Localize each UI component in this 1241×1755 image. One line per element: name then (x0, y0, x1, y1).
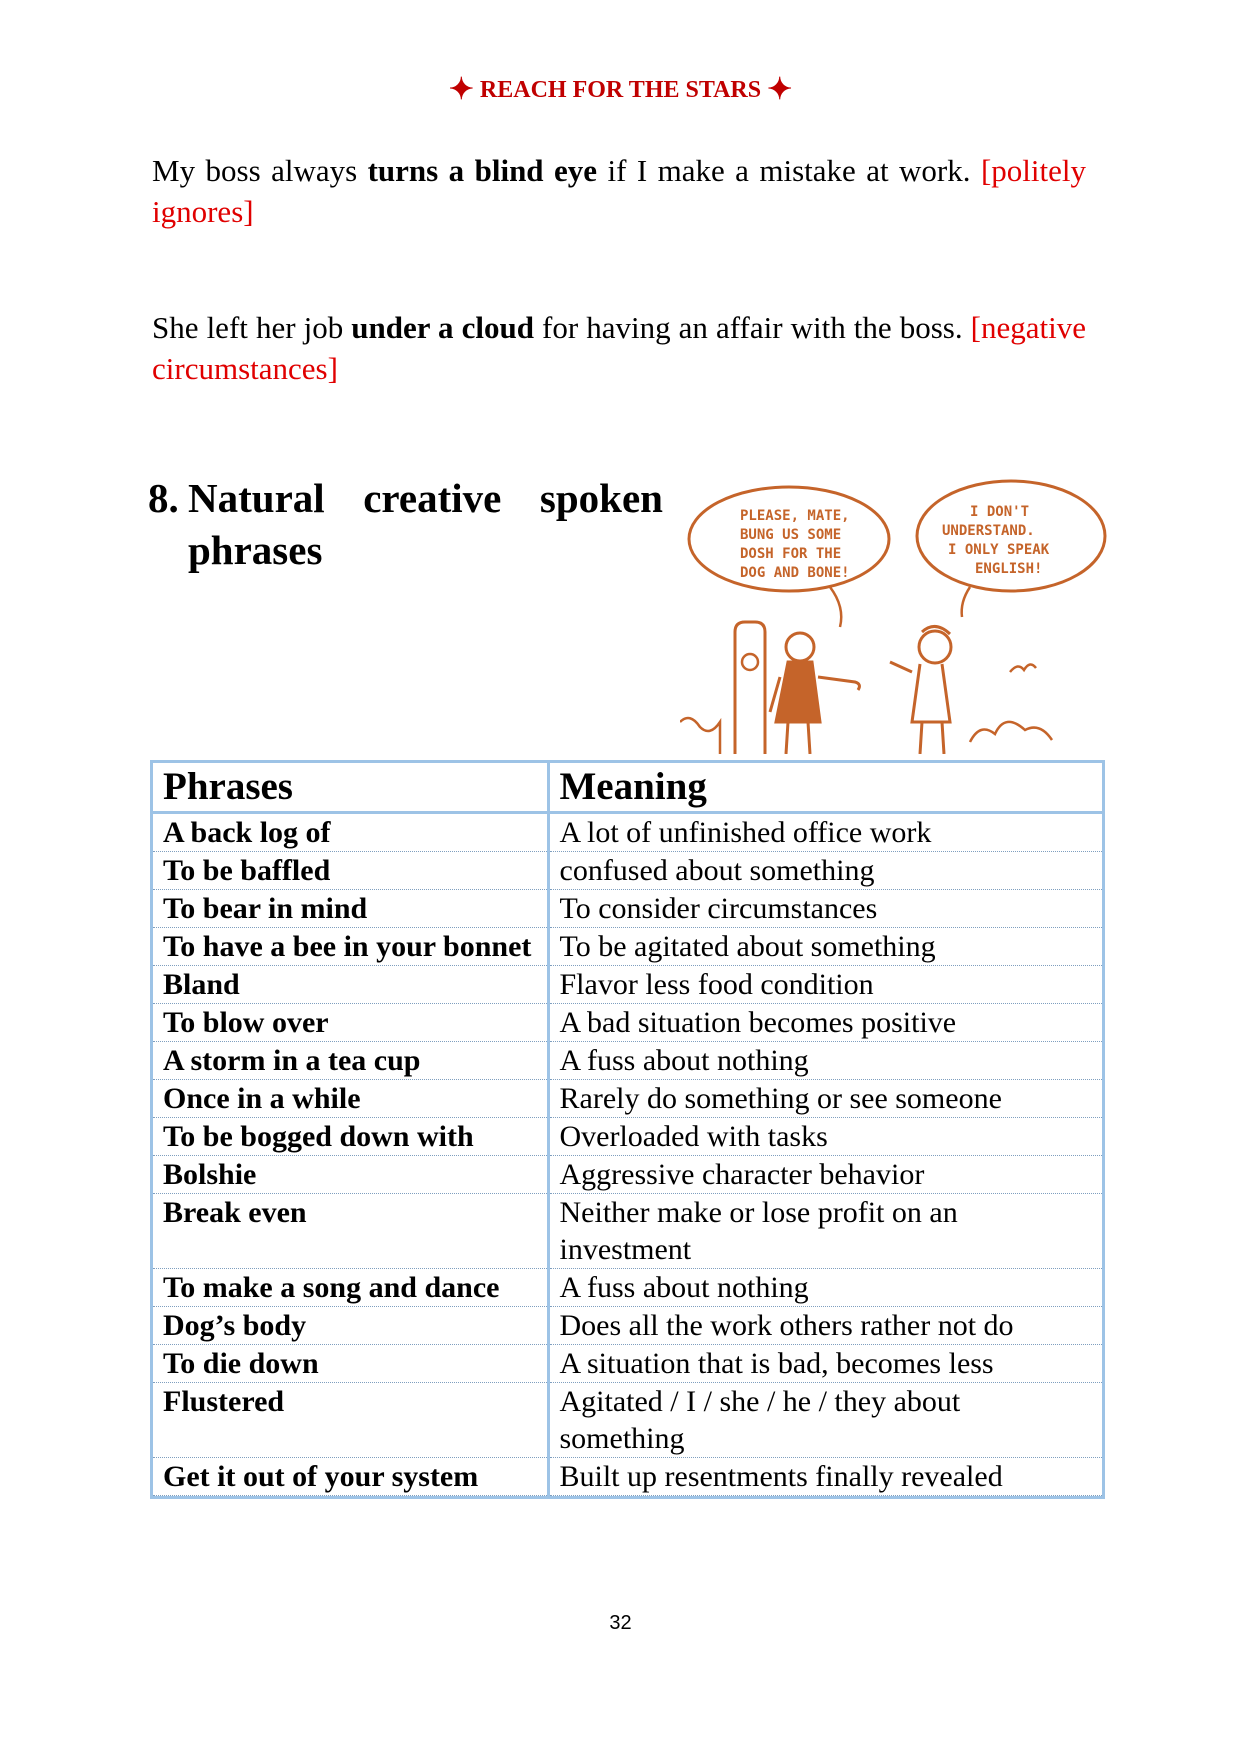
page-number: 32 (609, 1612, 632, 1634)
table-row (153, 1080, 1102, 1118)
idiom: under a cloud (351, 310, 534, 345)
table-row (153, 1004, 1102, 1042)
meaning-cell: Neither make or lose profit on an investment (548, 1194, 1102, 1269)
sentence-end: for having an affair with the boss. (533, 310, 971, 345)
phrase-cell: Once in a while (153, 1080, 548, 1118)
bubble-right-line: ENGLISH! (975, 561, 1043, 577)
cartoon-illustration (680, 472, 1112, 754)
phrase-cell: A back log of (153, 813, 548, 852)
section-title-word: phrases (188, 527, 323, 573)
table-row (153, 852, 1102, 890)
phrase-cell: To make a song and dance (153, 1269, 548, 1307)
header-title: REACH FOR THE STARS (479, 77, 762, 103)
table-row (153, 1194, 1102, 1269)
star-icon: ✦ (448, 73, 474, 106)
bubble-right-line: I DON'T (970, 504, 1030, 520)
idiom-meaning: [negative circumstances] (152, 310, 1086, 386)
meaning-cell: To be agitated about something (548, 928, 1102, 966)
table-row (153, 1458, 1102, 1496)
meaning-cell: Does all the work others rather not do (548, 1307, 1102, 1345)
phrase-cell: To be bogged down with (153, 1118, 548, 1156)
meaning-cell: A situation that is bad, becomes less (548, 1345, 1102, 1383)
phrase-cell: Get it out of your system (153, 1458, 548, 1496)
meaning-cell: Overloaded with tasks (548, 1118, 1102, 1156)
table-row (153, 928, 1102, 966)
bubble-left-line: BUNG US SOME (740, 527, 842, 543)
phrase-cell: To die down (153, 1345, 548, 1383)
idiom: turns a blind eye (367, 153, 598, 188)
idiom-meaning: [politely ignores] (152, 153, 1086, 229)
meaning-cell: A lot of unfinished office work (548, 813, 1102, 852)
meaning-cell: Aggressive character behavior (548, 1156, 1102, 1194)
phrase-cell: Break even (153, 1194, 548, 1269)
section-title-word: spoken (539, 475, 663, 521)
table-row (153, 1345, 1102, 1383)
phrase-cell: To be baffled (153, 852, 548, 890)
table-row (153, 1156, 1102, 1194)
column-header-meaning: Meaning (548, 763, 1102, 813)
bubble-left-line: DOSH FOR THE (740, 546, 842, 562)
table-header-row (153, 763, 1102, 813)
meaning-cell: Rarely do something or see someone (548, 1080, 1102, 1118)
phrase-cell: Bland (153, 966, 548, 1004)
example-paragraph (152, 307, 1086, 389)
table-row (153, 890, 1102, 928)
phrase-cell: To blow over (153, 1004, 548, 1042)
section-title-word: creative (363, 475, 502, 521)
meaning-cell: Built up resentments finally revealed (548, 1458, 1102, 1496)
table-row (153, 1383, 1102, 1458)
phrases-table (150, 760, 1105, 1499)
meaning-cell: A bad situation becomes positive (548, 1004, 1102, 1042)
example-paragraph (152, 150, 1086, 232)
phrase-cell: Flustered (153, 1383, 548, 1458)
bubble-right-line: I ONLY SPEAK (948, 542, 1050, 558)
sentence-start: My boss always (152, 153, 368, 188)
meaning-cell: Flavor less food condition (548, 966, 1102, 1004)
bubble-right-line: UNDERSTAND. (942, 523, 1035, 539)
star-icon: ✦ (767, 73, 793, 106)
table-row (153, 1269, 1102, 1307)
section-heading (148, 472, 668, 576)
phrase-cell: Dog’s body (153, 1307, 548, 1345)
phrase-cell: A storm in a tea cup (153, 1042, 548, 1080)
meaning-cell: Agitated / I / she / he / they about something (548, 1383, 1102, 1458)
meaning-cell: To consider circumstances (548, 890, 1102, 928)
sentence-end: if I make a mistake at work. (597, 153, 981, 188)
phrase-cell: To bear in mind (153, 890, 548, 928)
meaning-cell: confused about something (548, 852, 1102, 890)
table-row (153, 966, 1102, 1004)
table-row (153, 813, 1102, 852)
phrase-cell: Bolshie (153, 1156, 548, 1194)
page-header (0, 70, 1241, 110)
section-number: 8. (148, 475, 179, 521)
table-row (153, 1042, 1102, 1080)
bubble-left-line: DOG AND BONE! (740, 565, 850, 581)
column-header-phrases: Phrases (153, 763, 548, 813)
sentence-start: She left her job (152, 310, 352, 345)
section-title (188, 472, 668, 576)
phrase-cell: To have a bee in your bonnet (153, 928, 548, 966)
table-row (153, 1307, 1102, 1345)
section-title-word: Natural (188, 475, 325, 521)
bubble-left-line: PLEASE, MATE, (740, 508, 850, 524)
table-row (153, 1118, 1102, 1156)
meaning-cell: A fuss about nothing (548, 1042, 1102, 1080)
meaning-cell: A fuss about nothing (548, 1269, 1102, 1307)
